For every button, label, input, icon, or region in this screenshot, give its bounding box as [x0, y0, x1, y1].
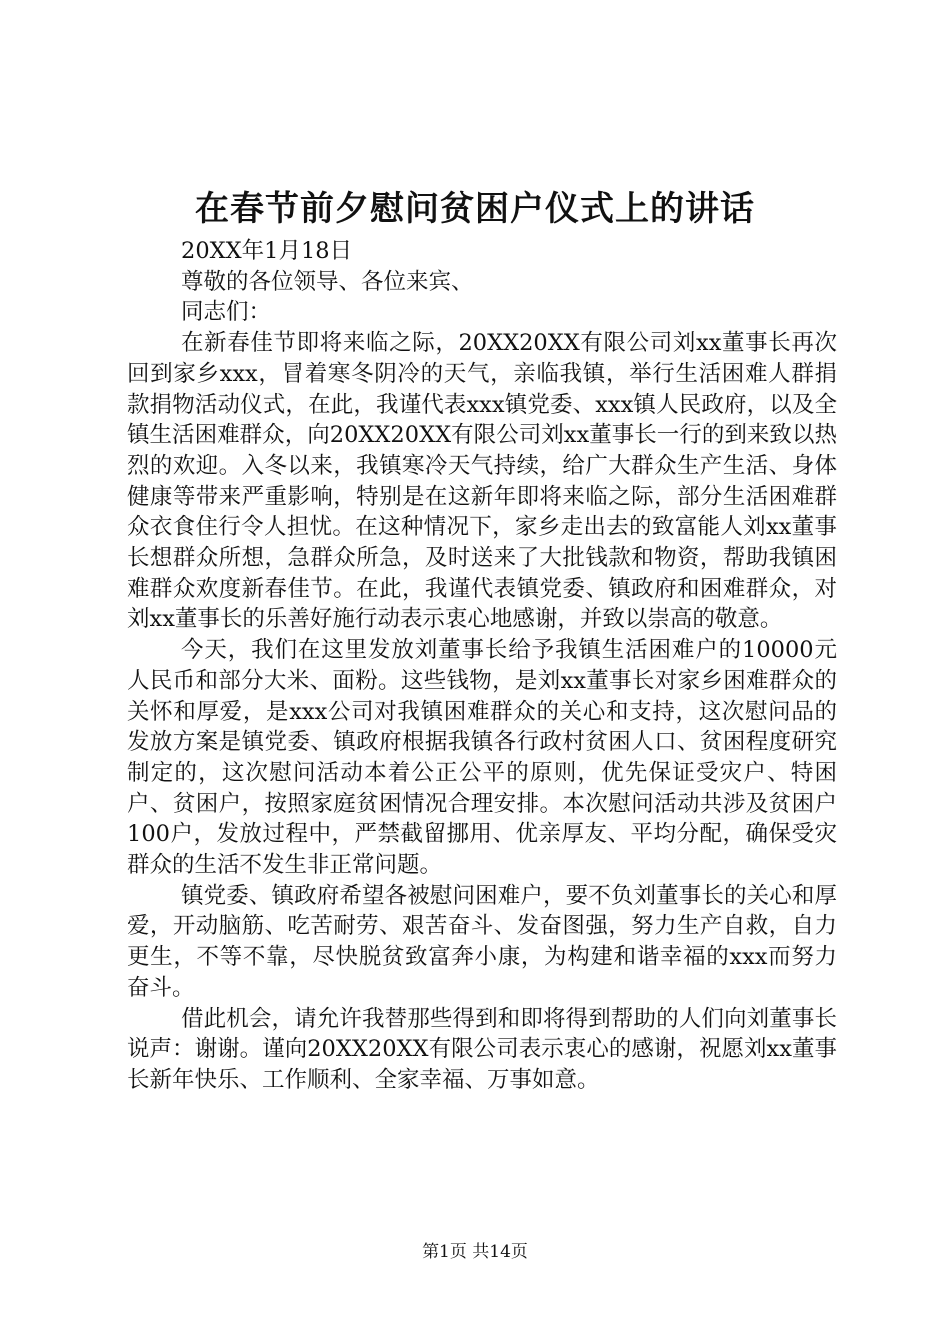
speech-date: 20XX年1月18日 [181, 238, 353, 264]
document-title: 在春节前夕慰问贫困户仪式上的讲话 [195, 189, 755, 229]
paragraph-3: 镇党委、镇政府希望各被慰问困难户，要不负刘董事长的关心和厚爱，开动脑筋、吃苦耐劳、艰苦奋斗、发奋图强，努力生产自救，自力更生，不等不靠，尽快脱贫致富奔小康，为构建和谐幸福的xxx而努力奋斗。 [127, 882, 837, 1001]
salutation-line-2: 同志们： [181, 299, 272, 326]
paragraph-2: 今天，我们在这里发放刘董事长给予我镇生活困难户的10000元人民币和部分大米、面粉。这些钱物，是刘xx董事长对家乡困难群众的关怀和厚爱，是xxx公司对我镇困难群众的关心和支持，这次慰问品的发放方案是镇党委、镇政府根据我镇各行政村贫困人口、贫困程度研究制定的，这次慰问活动本着公正公平的原则，优先保证受灾户、特困户、贫困户，按照家庭贫困情况合理安排。本次慰问活动共涉及贫困户100户，发放过程中，严禁截留挪用、优亲厚友、平均分配，确保受灾群众的生活不发生非正常问题。 [127, 637, 837, 879]
salutation-line-1: 尊敬的各位领导、各位来宾、 [181, 268, 474, 295]
document-body [127, 236, 837, 1096]
page-number-footer: 第1页 共14页 [422, 1242, 528, 1262]
paragraph-4: 借此机会，请允许我替那些得到和即将得到帮助的人们向刘董事长说声：谢谢。谨向20XX20XX有限公司表示衷心的感谢，祝愿刘xx董事长新年快乐、工作顺利、全家幸福、万事如意。 [127, 1005, 837, 1093]
paragraph-1: 在新春佳节即将来临之际，20XX20XX有限公司刘xx董事长再次回到家乡xxx，冒着寒冬阴冷的天气，亲临我镇，举行生活困难人群捐款捐物活动仪式，在此，我谨代表xxx镇党委、xxx镇人民政府，以及全镇生活困难群众，向20XX20XX有限公司刘xx董事长一行的到来致以热烈的欢迎。入冬以来，我镇寒冷天气持续，给广大群众生产生活、身体健康等带来严重影响，特别是在这新年即将来临之际，部分生活困难群众衣食住行令人担忧。在这种情况下，家乡走出去的致富能人刘xx董事长想群众所想，急群众所急，及时送来了大批钱款和物资，帮助我镇困难群众欢度新春佳节。在此，我谨代表镇党委、镇政府和困难群众，对刘xx董事长的乐善好施行动表示衷心地感谢，并致以崇高的敬意。 [127, 330, 837, 633]
